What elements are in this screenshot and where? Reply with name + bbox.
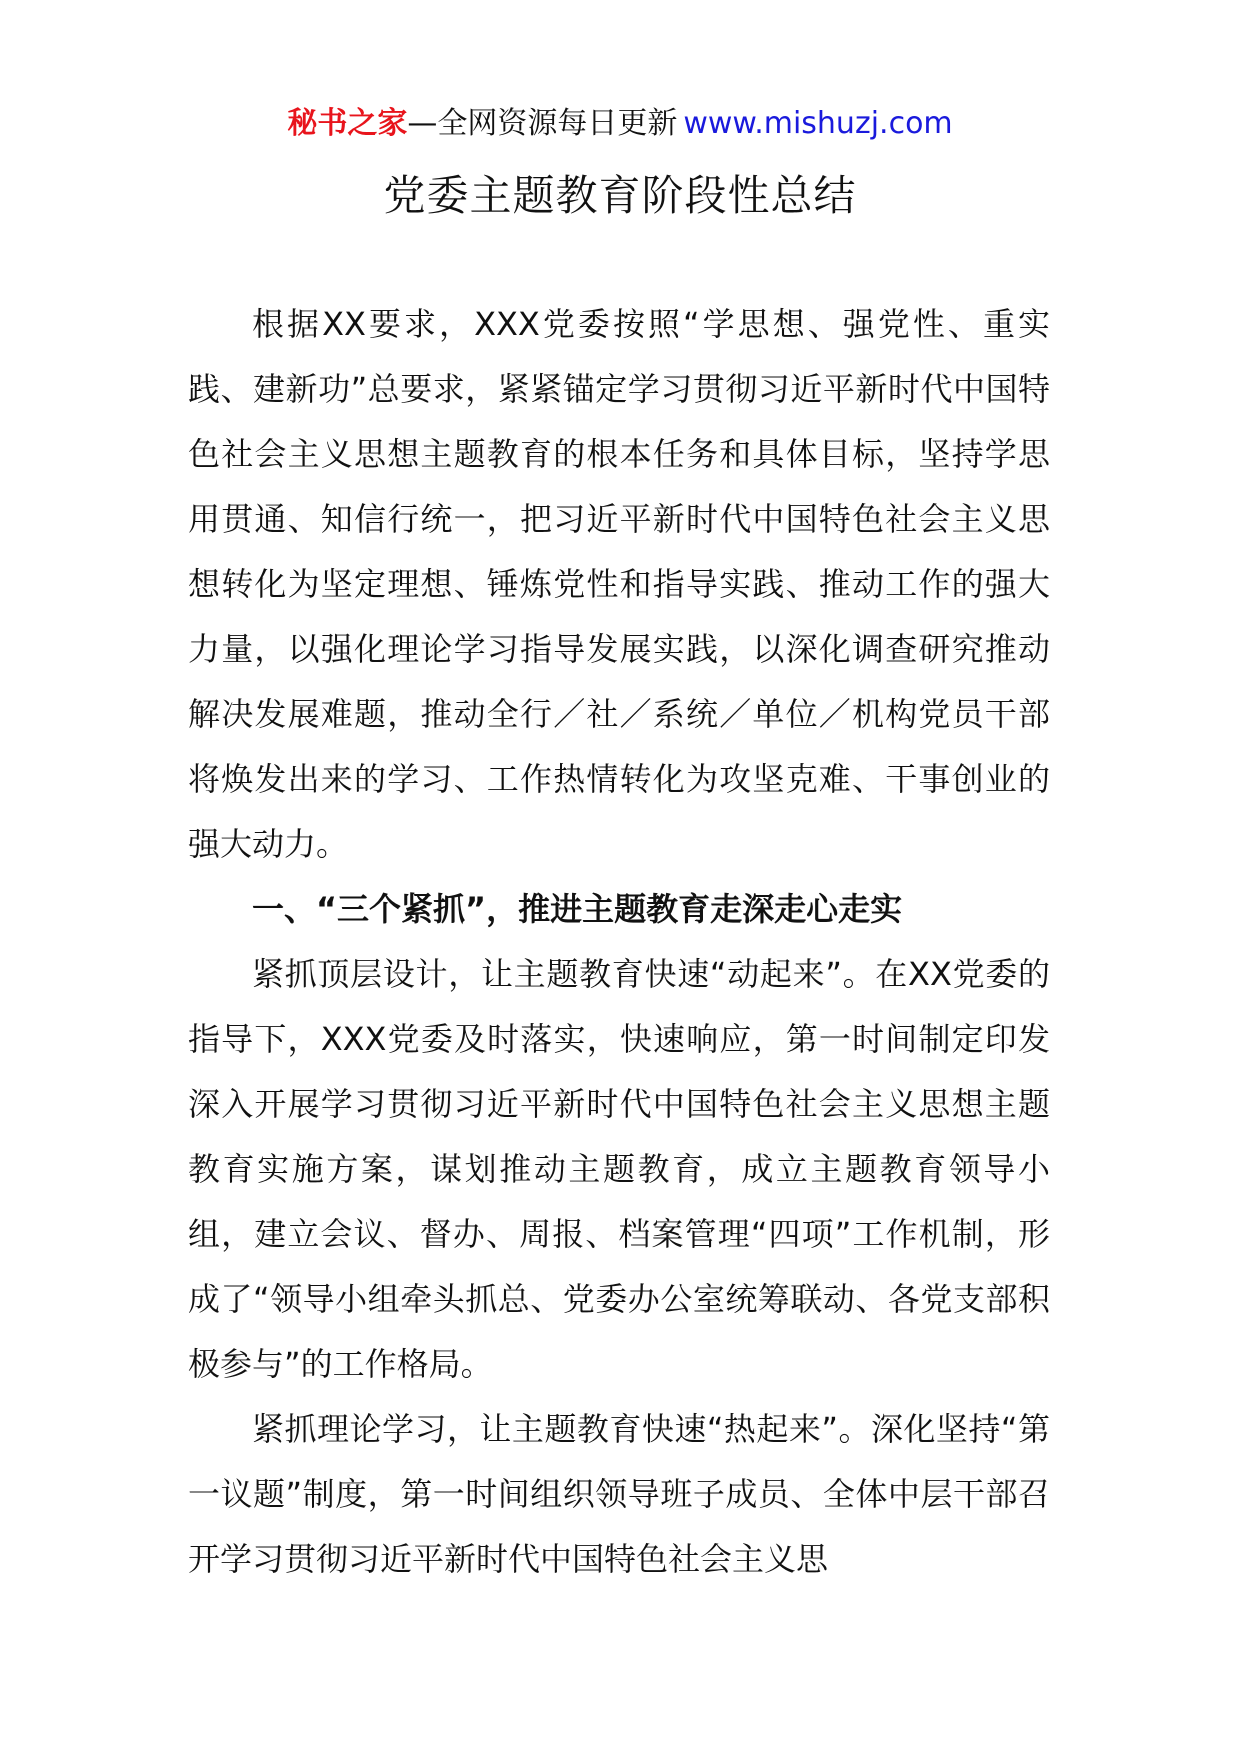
- intro-paragraph: 根据XX要求，XXX党委按照“学思想、强党性、重实践、建新功”总要求，紧紧锚定学习贯彻习近平新时代中国特色社会主义思想主题教育的根本任务和具体目标，坚持学思用贯通、知信行统一，把习近平新时代中国特色社会主义思想转化为坚定理想、锤炼党性和指导实践、推动工作的强大力量，以强化理论学习指导发展实践，以深化调查研究推动解决发展难题，推动全行／社／系统／单位／机构党员干部将焕发出来的学习、工作热情转化为攻坚克难、干事创业的强大动力。: [188, 305, 1050, 863]
- header-tagline: —全网资源每日更新: [407, 106, 678, 141]
- paragraph-top-level-design: 紧抓顶层设计，让主题教育快速“动起来”。在XX党委的指导下，XXX党委及时落实，快速响应，第一时间制定印发深入开展学习贯彻习近平新时代中国特色社会主义思想主题教育实施方案，谋划推动主题教育，成立主题教育领导小组，建立会议、督办、周报、档案管理“四项”工作机制，形成了“领导小组牵头抓总、党委办公室统筹联动、各党支部积极参与”的工作格局。: [188, 955, 1050, 1383]
- document-body: [188, 292, 1050, 1592]
- document-title: 党委主题教育阶段性总结: [383, 171, 857, 220]
- brand-name: 秘书之家: [287, 106, 408, 141]
- site-url-link[interactable]: www.mishuzj.com: [683, 106, 953, 141]
- watermark-header: [0, 104, 1240, 144]
- paragraph-theory-study: 紧抓理论学习，让主题教育快速“热起来”。深化坚持“第一议题”制度，第一时间组织领导班子成员、全体中层干部召开学习贯彻习近平新时代中国特色社会主义思: [188, 1410, 1050, 1578]
- section-heading-1: 一、“三个紧抓”，推进主题教育走深走心走实: [252, 890, 903, 928]
